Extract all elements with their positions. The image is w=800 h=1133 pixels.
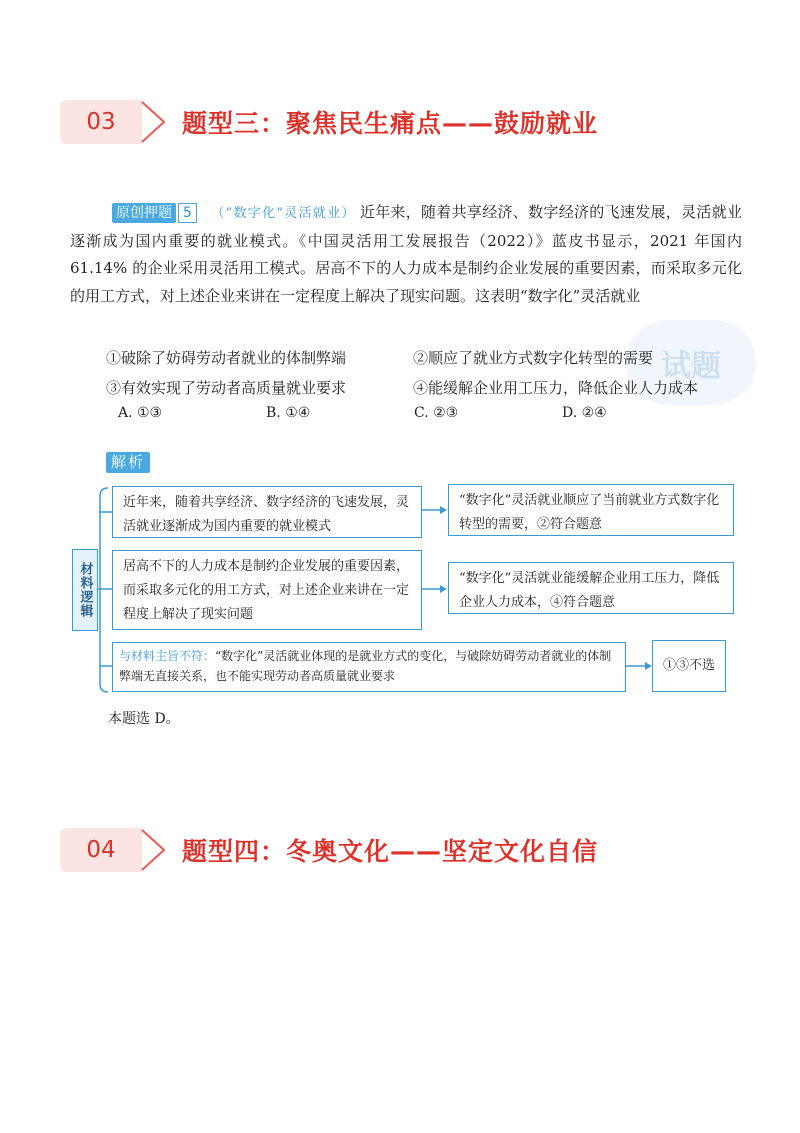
statement-item: ②顺应了就业方式数字化转型的需要 (413, 349, 654, 367)
material-box-2: 居高不下的人力成本是制约企业发展的重要因素，而采取多元化的用工方式，对上述企业来讲在一定程度上解决了现实问题 (112, 550, 422, 630)
arrow-head (645, 662, 652, 670)
question-subject: （“数字化”灵活就业） (210, 206, 356, 221)
arrow-head (440, 506, 447, 514)
logic-label: 材料逻辑 (72, 549, 98, 631)
chevron-right-icon (138, 828, 168, 872)
answer-text: 本题选 D。 (108, 711, 180, 727)
choice-a[interactable]: A. ①③ (118, 405, 163, 421)
result-box-3: ①③不选 (652, 640, 726, 692)
analysis-label: 解析 (106, 452, 150, 473)
statement-item: ③有效实现了劳动者高质量就业要求 (106, 379, 347, 397)
result-box-2: “数字化”灵活就业能缓解企业用工压力，降低企业人力成本，④符合题意 (448, 562, 734, 614)
section-badge (60, 828, 142, 872)
note-lead: 与材料主旨不符： (119, 649, 216, 663)
choice-c[interactable]: C. ②③ (414, 405, 459, 421)
question-tag: 原创押题 (112, 203, 176, 223)
material-box-1: 近年来，随着共享经济、数字经济的飞速发展，灵活就业逐渐成为国内重要的就业模式 (112, 486, 422, 538)
question-number: 5 (178, 203, 197, 223)
section-number: 03 (86, 109, 116, 135)
section-header-04 (60, 828, 598, 872)
bracket-line (100, 488, 108, 692)
statement-item: ①破除了妨碍劳动者就业的体制弊端 (106, 349, 347, 367)
question-text: 近年来，随着共享经济、数字经济的飞速发展，灵活就业逐渐成为国内重要的就业模式。《中国灵活用工发展报告（2022）》蓝皮书显示，2021 年国内 61.14% 的企业采用灵活用工模式。居高不下的人力成本是制约企业发展的重要因素，而采取多元化的用工方式，对上述企业来讲在一定程度上解决了现实问题。这表明“数字化”灵活就业 (70, 203, 742, 305)
choice-b[interactable]: B. ①④ (266, 405, 311, 421)
result-box-1: “数字化”灵活就业顺应了当前就业方式数字化转型的需要，②符合题意 (448, 484, 734, 536)
choice-d[interactable]: D. ②④ (562, 405, 607, 421)
watermark: 试题 (626, 320, 756, 405)
note-text: “数字化”灵活就业体现的是就业方式的变化，与破除妨碍劳动者就业的体制弊端无直接关系，也不能实现劳动者高质量就业要求 (119, 649, 612, 683)
note-box (112, 642, 626, 692)
arrow-head (440, 585, 447, 593)
statement-item: ④能缓解企业用工压力，降低企业人力成本 (413, 379, 699, 397)
section-title: 题型四：冬奥文化——坚定文化自信 (182, 837, 599, 866)
section-number: 04 (86, 837, 116, 863)
section-title: 题型三：聚焦民生痛点——鼓励就业 (182, 109, 599, 138)
